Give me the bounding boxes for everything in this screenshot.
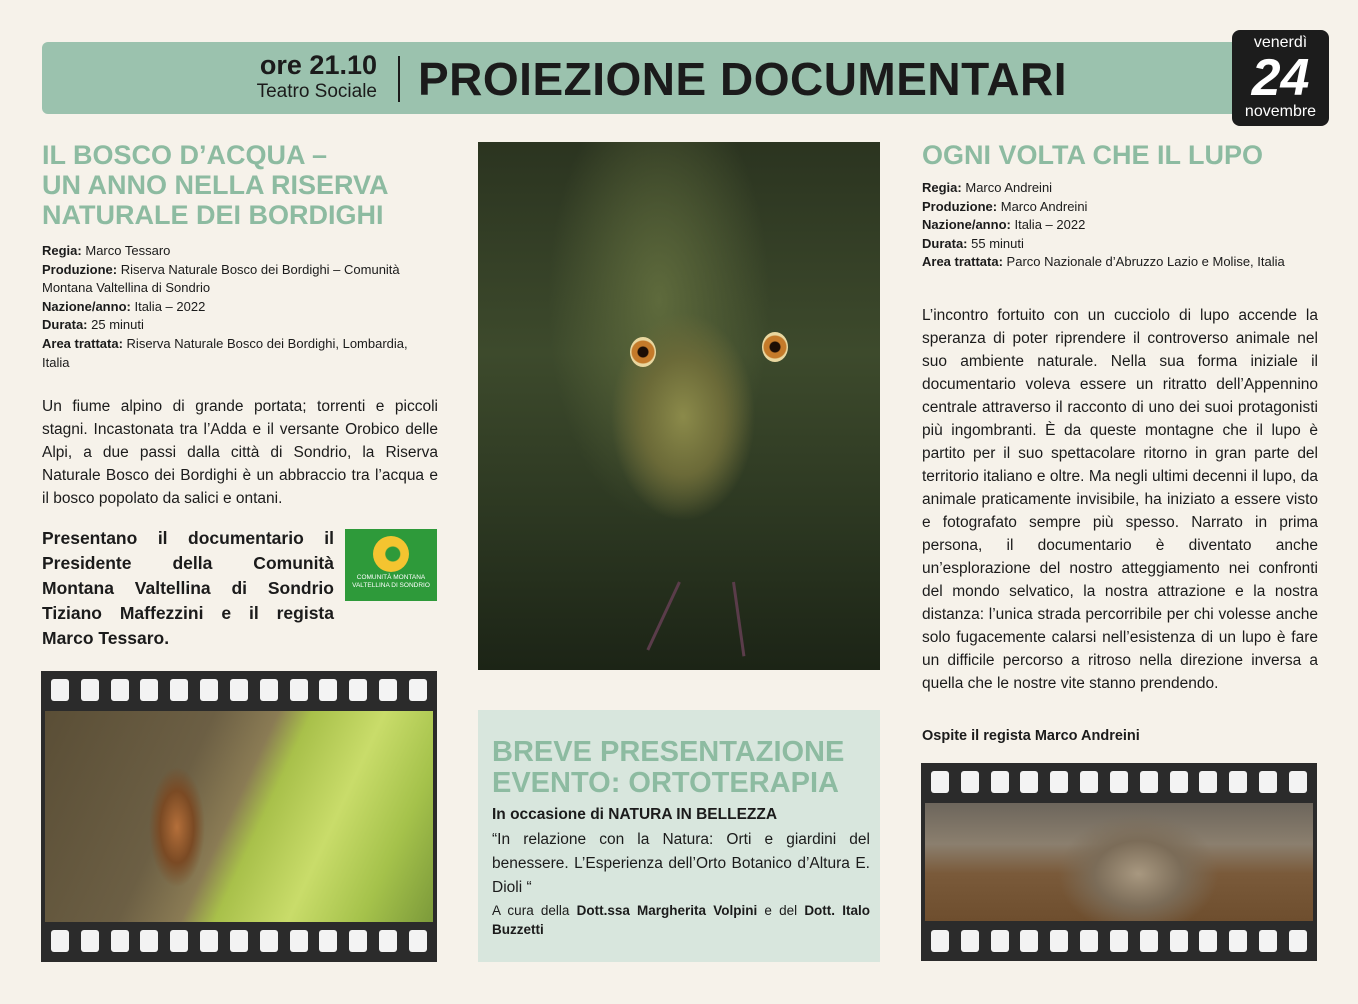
meta-value: Marco Andreini xyxy=(1000,198,1088,214)
film-holes-top xyxy=(51,679,427,703)
meta-label: Regia: xyxy=(922,180,962,195)
meta-value: Parco Nazionale d’Abruzzo Lazio e Molise, Italia xyxy=(1006,254,1285,270)
meta-row xyxy=(42,242,438,261)
ortoterapia-title: BREVE PRESENTAZIONE EVENTO: ORTOTERAPIA xyxy=(492,736,845,799)
film-hole xyxy=(290,679,308,701)
film-hole xyxy=(51,679,69,701)
snake-eye-right xyxy=(762,332,788,362)
meta-label: Durata: xyxy=(922,235,968,251)
comunita-montana-logo xyxy=(345,529,437,601)
header-bar xyxy=(42,42,1254,114)
meta-label: Produzione: xyxy=(42,261,118,277)
meta-value: Riserva Naturale Bosco dei Bordighi – Comunità Montana Valtellina di Sondrio xyxy=(42,261,400,296)
meta-value: 55 minuti xyxy=(971,235,1024,251)
film-hole xyxy=(1229,771,1247,793)
snake-tongue xyxy=(732,582,745,657)
event-time: ore 21.10 xyxy=(259,50,377,80)
film1-description: Un fiume alpino di grande portata; torrenti e piccoli stagni. Incastonata tra l’Adda e il versante Orobico delle Alpi, a due passi dalla città di Sondrio, la Riserva Naturale Bosco dei Bordighi è un abbraccio tra l’acqua e il bosco popolato da salici e ontani. xyxy=(42,398,438,507)
film-hole xyxy=(260,679,278,701)
film1-title xyxy=(42,140,438,230)
film-hole xyxy=(1170,930,1188,952)
film-hole xyxy=(51,930,69,952)
ortoterapia-quote: “In relazione con la Natura: Orti e giardini del benessere. L’Esperienza dell’Orto Botanico d’Altura E. Dioli “ xyxy=(492,831,870,896)
film2-title: OGNI VOLTA CHE IL LUPO xyxy=(922,140,1264,170)
film-hole xyxy=(961,771,979,793)
film-hole xyxy=(379,679,397,701)
meta-value: Marco Andreini xyxy=(965,180,1053,195)
film-hole xyxy=(260,930,278,952)
film-hole xyxy=(140,930,158,952)
film-hole xyxy=(319,930,337,952)
film2-guest: Ospite il regista Marco Andreini xyxy=(922,728,1140,744)
film-hole xyxy=(931,930,949,952)
meta-row xyxy=(922,216,1318,235)
film-hole xyxy=(1050,771,1068,793)
meta-value: Italia – 2022 xyxy=(1014,217,1086,233)
logo-text: COMUNITÀ MONTANA VALTELLINA DI SONDRIO xyxy=(352,574,430,589)
film1-title-line: IL BOSCO D’ACQUA – xyxy=(42,140,328,170)
film-hole xyxy=(961,930,979,952)
film-hole xyxy=(931,771,949,793)
wolf-photo xyxy=(925,803,1313,921)
film-holes-bottom xyxy=(931,930,1307,954)
film-hole xyxy=(409,930,427,952)
meta-row xyxy=(42,298,438,317)
meta-row xyxy=(42,335,438,372)
date-day-number: 24 xyxy=(1251,49,1310,107)
film-hole xyxy=(1020,771,1038,793)
credit-name: Dott.ssa Margherita Volpini xyxy=(576,903,758,918)
meta-row xyxy=(922,235,1318,254)
film-hole xyxy=(1259,771,1277,793)
meta-value: Marco Tessaro xyxy=(85,243,171,258)
meta-row xyxy=(922,179,1318,198)
film-hole xyxy=(230,930,248,952)
film-hole xyxy=(1229,930,1247,952)
film-hole xyxy=(379,930,397,952)
film-hole xyxy=(1289,930,1307,952)
film-hole xyxy=(1199,930,1217,952)
meta-row xyxy=(922,198,1318,217)
film2-meta xyxy=(922,179,1318,272)
meta-label: Area trattata: xyxy=(922,254,1003,270)
film-strip-hoopoe xyxy=(41,671,437,962)
film-hole xyxy=(111,930,129,952)
film-hole xyxy=(1050,930,1068,952)
snake-eye-left xyxy=(630,337,656,367)
credit-name: Dott. Italo Buzzetti xyxy=(492,903,870,937)
film-holes-bottom xyxy=(51,930,427,954)
ortoterapia-credit xyxy=(492,901,870,939)
meta-label: Produzione: xyxy=(922,198,998,214)
film-hole xyxy=(1110,771,1128,793)
film-hole xyxy=(1170,771,1188,793)
film-hole xyxy=(170,679,188,701)
header-divider xyxy=(398,56,400,102)
time-block xyxy=(202,50,377,104)
film1-meta xyxy=(42,242,438,372)
film-hole xyxy=(290,930,308,952)
film-hole xyxy=(1289,771,1307,793)
snake-photo xyxy=(478,142,880,670)
film-hole xyxy=(200,930,218,952)
meta-value: 25 minuti xyxy=(91,317,144,333)
meta-value: Riserva Naturale Bosco dei Bordighi, Lombardia, Italia xyxy=(42,335,408,370)
credit-mid: e del xyxy=(764,903,798,918)
meta-label: Regia: xyxy=(42,243,82,258)
film-hole xyxy=(200,679,218,701)
film-hole xyxy=(1020,930,1038,952)
film-hole xyxy=(991,771,1009,793)
film-hole xyxy=(170,930,188,952)
snake-tongue xyxy=(646,581,680,650)
film-hole xyxy=(409,679,427,701)
ortoterapia-subtitle: In occasione di NATURA IN BELLEZZA xyxy=(492,806,778,823)
film-hole xyxy=(349,930,367,952)
meta-label: Nazione/anno: xyxy=(42,298,131,314)
film-hole xyxy=(991,930,1009,952)
meta-row xyxy=(922,253,1318,272)
film1-title-line: NATURALE DEI BORDIGHI xyxy=(42,200,384,230)
meta-label: Nazione/anno: xyxy=(922,217,1011,233)
meta-row xyxy=(42,316,438,335)
film1-presenters: Presentano il documentario il Presidente della Comunità Montana Valtellina di Sondrio Tiziano Maffezzini e il regista Marco Tessaro. xyxy=(42,528,334,648)
event-venue: Teatro Sociale xyxy=(256,81,377,102)
meta-row xyxy=(42,261,438,298)
film-hole xyxy=(1080,930,1098,952)
date-month: novembre xyxy=(1244,103,1317,120)
ortoterapia-box xyxy=(478,710,880,962)
film-hole xyxy=(81,930,99,952)
date-weekday: venerdì xyxy=(1253,34,1308,51)
film-hole xyxy=(319,679,337,701)
film-hole xyxy=(230,679,248,701)
film-hole xyxy=(1259,930,1277,952)
film-strip-wolf xyxy=(921,763,1317,961)
film-hole xyxy=(111,679,129,701)
film-hole xyxy=(1199,771,1217,793)
film-hole xyxy=(1140,930,1158,952)
film-hole xyxy=(1140,771,1158,793)
page-title: PROIEZIONE DOCUMENTARI xyxy=(418,53,1068,105)
credit-prefix: A cura della xyxy=(492,903,570,918)
logo-mark-icon xyxy=(373,536,409,572)
film-hole xyxy=(1080,771,1098,793)
film-hole xyxy=(81,679,99,701)
meta-value: Italia – 2022 xyxy=(134,298,206,314)
film-holes-top xyxy=(931,771,1307,795)
film-hole xyxy=(140,679,158,701)
film1-title-line: UN ANNO NELLA RISERVA xyxy=(42,170,389,200)
film-hole xyxy=(349,679,367,701)
film-hole xyxy=(1110,930,1128,952)
hoopoe-photo xyxy=(45,711,433,922)
meta-label: Area trattata: xyxy=(42,335,123,351)
film2-description: L’incontro fortuito con un cucciolo di lupo accende la speranza di poter riprendere il controverso animale nel suo ambiente naturale. Nella sua forma iniziale il documentario voleva essere un ritratto dell’Appennino centrale attraverso il racconto di uno dei suoi protagonisti più ingombranti. È da queste montagne che il lupo è partito per il suo spettacolare ritorno in gran parte del territorio italiano e oltre. Ma negli ultimi decenni il lupo, da animale praticamente invisibile, ha iniziato a essere visto e fotografato sempre più spesso. Narrato in prima persona, il documentario è diventato anche un’esplorazione del nostro atteggiamento nei confronti del mondo selvatico, la nostra attrazione e la nostra distanza: l’unica strada percorribile per chi volesse anche solo fugacemente calarsi nell’esistenza di un lupo è fare un difficile percorso a ritroso nella direzione inversa a quella che le nostre vite stanno prendendo. xyxy=(922,307,1318,692)
date-badge xyxy=(1232,30,1329,126)
meta-label: Durata: xyxy=(42,317,88,333)
